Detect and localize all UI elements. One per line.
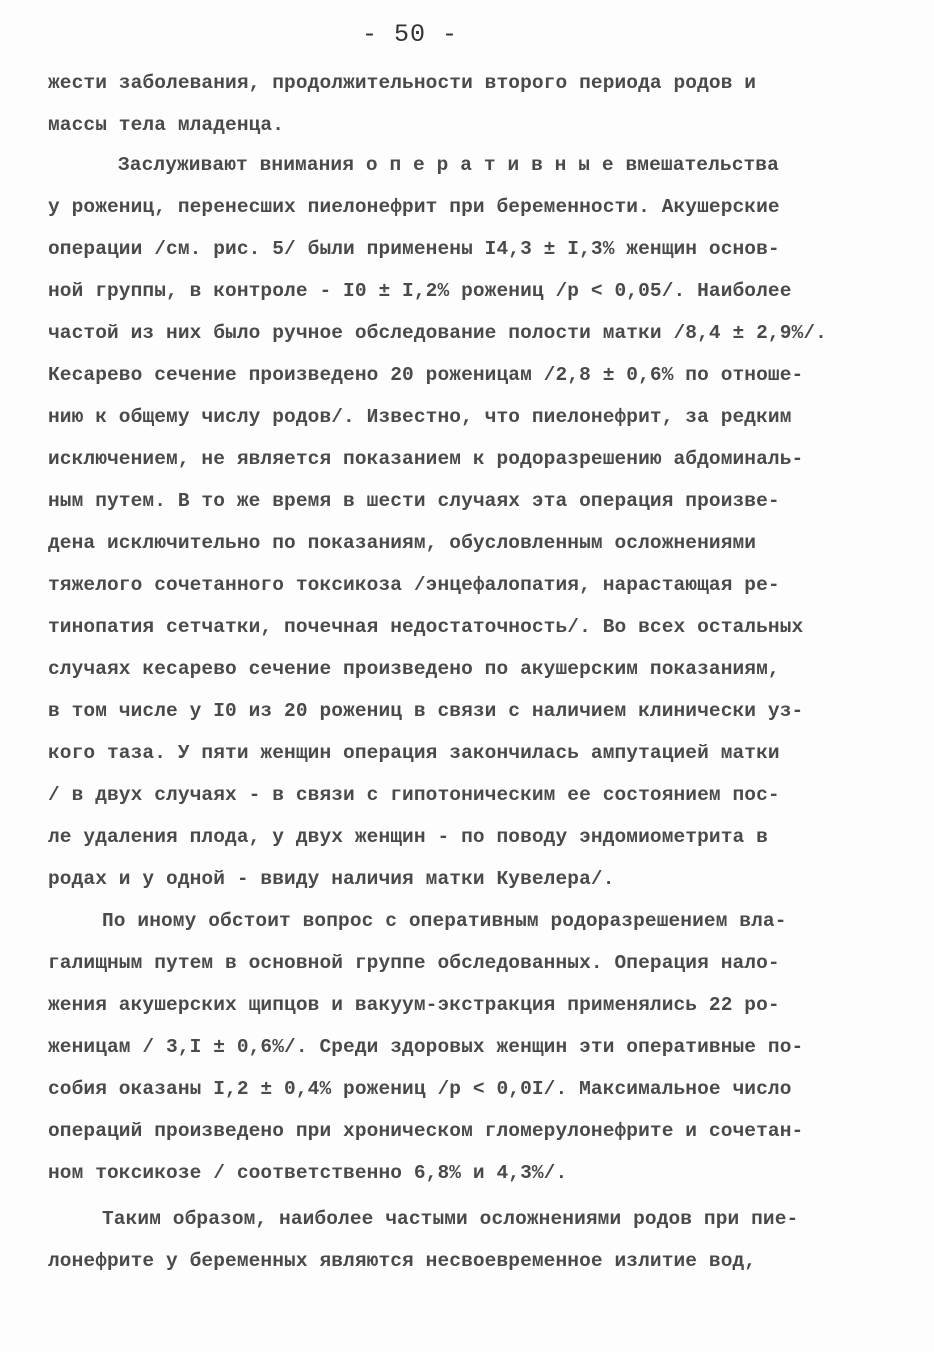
text-line: операции /см. рис. 5/ были применены I4,3 ± I,3% женщин основ- — [48, 238, 780, 260]
text-line: случаях кесарево сечение произведено по акушерским показаниям, — [48, 658, 780, 680]
text-line: тинопатия сетчатки, почечная недостаточность/. Во всех остальных — [48, 616, 804, 638]
text-line: жести заболевания, продолжительности второго периода родов и — [48, 72, 757, 94]
text-line: операций произведено при хроническом гломерулонефрите и сочетан- — [48, 1120, 804, 1142]
text-line: дена исключительно по показаниям, обусловленным осложнениями — [48, 532, 757, 554]
text-line: ном токсикозе / соответственно 6,8% и 4,3%/. — [48, 1162, 568, 1184]
text-line: ной группы, в контроле - I0 ± I,2% рожениц /р < 0,05/. Наиболее — [48, 280, 792, 302]
text-line: галищным путем в основной группе обследованных. Операция нало- — [48, 952, 780, 974]
text-line: у рожениц, перенесших пиелонефрит при беременности. Акушерские — [48, 196, 780, 218]
text-line: лонефрите у беременных являются несвоевременное излитие вод, — [48, 1250, 757, 1272]
text-line: массы тела младенца. — [48, 114, 285, 136]
text-line: родах и у одной - ввиду наличия матки Кувелера/. — [48, 868, 615, 890]
paragraph-start-line: Таким образом, наиболее частыми осложнениями родов при пие- — [102, 1208, 799, 1230]
text-line: в том числе у I0 из 20 рожениц в связи с наличием клинически уз- — [48, 700, 804, 722]
text-line: ле удаления плода, у двух женщин - по поводу эндомиометрита в — [48, 826, 768, 848]
paragraph-start-line: Заслуживают внимания о п е р а т и в н ы е вмешательства — [118, 154, 779, 176]
text-line: / в двух случаях - в связи с гипотоническим ее состоянием пос- — [48, 784, 780, 806]
text-line: частой из них было ручное обследование полости матки /8,4 ± 2,9%/. — [48, 322, 827, 344]
text-line: тяжелого сочетанного токсикоза /энцефалопатия, нарастающая ре- — [48, 574, 780, 596]
text-line: ным путем. В то же время в шести случаях эта операция произве- — [48, 490, 780, 512]
text-line: нию к общему числу родов/. Известно, что пиелонефрит, за редким — [48, 406, 792, 428]
text-line: собия оказаны I,2 ± 0,4% рожениц /р < 0,0I/. Максимальное число — [48, 1078, 792, 1100]
text-line: жения акушерских щипцов и вакуум-экстракция применялись 22 ро- — [48, 994, 780, 1016]
page-number: - 50 - — [361, 20, 458, 49]
paragraph-start-line: По иному обстоит вопрос с оперативным родоразрешением вла- — [102, 910, 787, 932]
text-line: Кесарево сечение произведено 20 роженицам /2,8 ± 0,6% по отноше- — [48, 364, 804, 386]
text-line: исключением, не является показанием к родоразрешению абдоминаль- — [48, 448, 804, 470]
text-line: кого таза. У пяти женщин операция закончилась ампутацией матки — [48, 742, 780, 764]
text-line: женицам / 3,I ± 0,6%/. Среди здоровых женщин эти оперативные по- — [48, 1036, 804, 1058]
